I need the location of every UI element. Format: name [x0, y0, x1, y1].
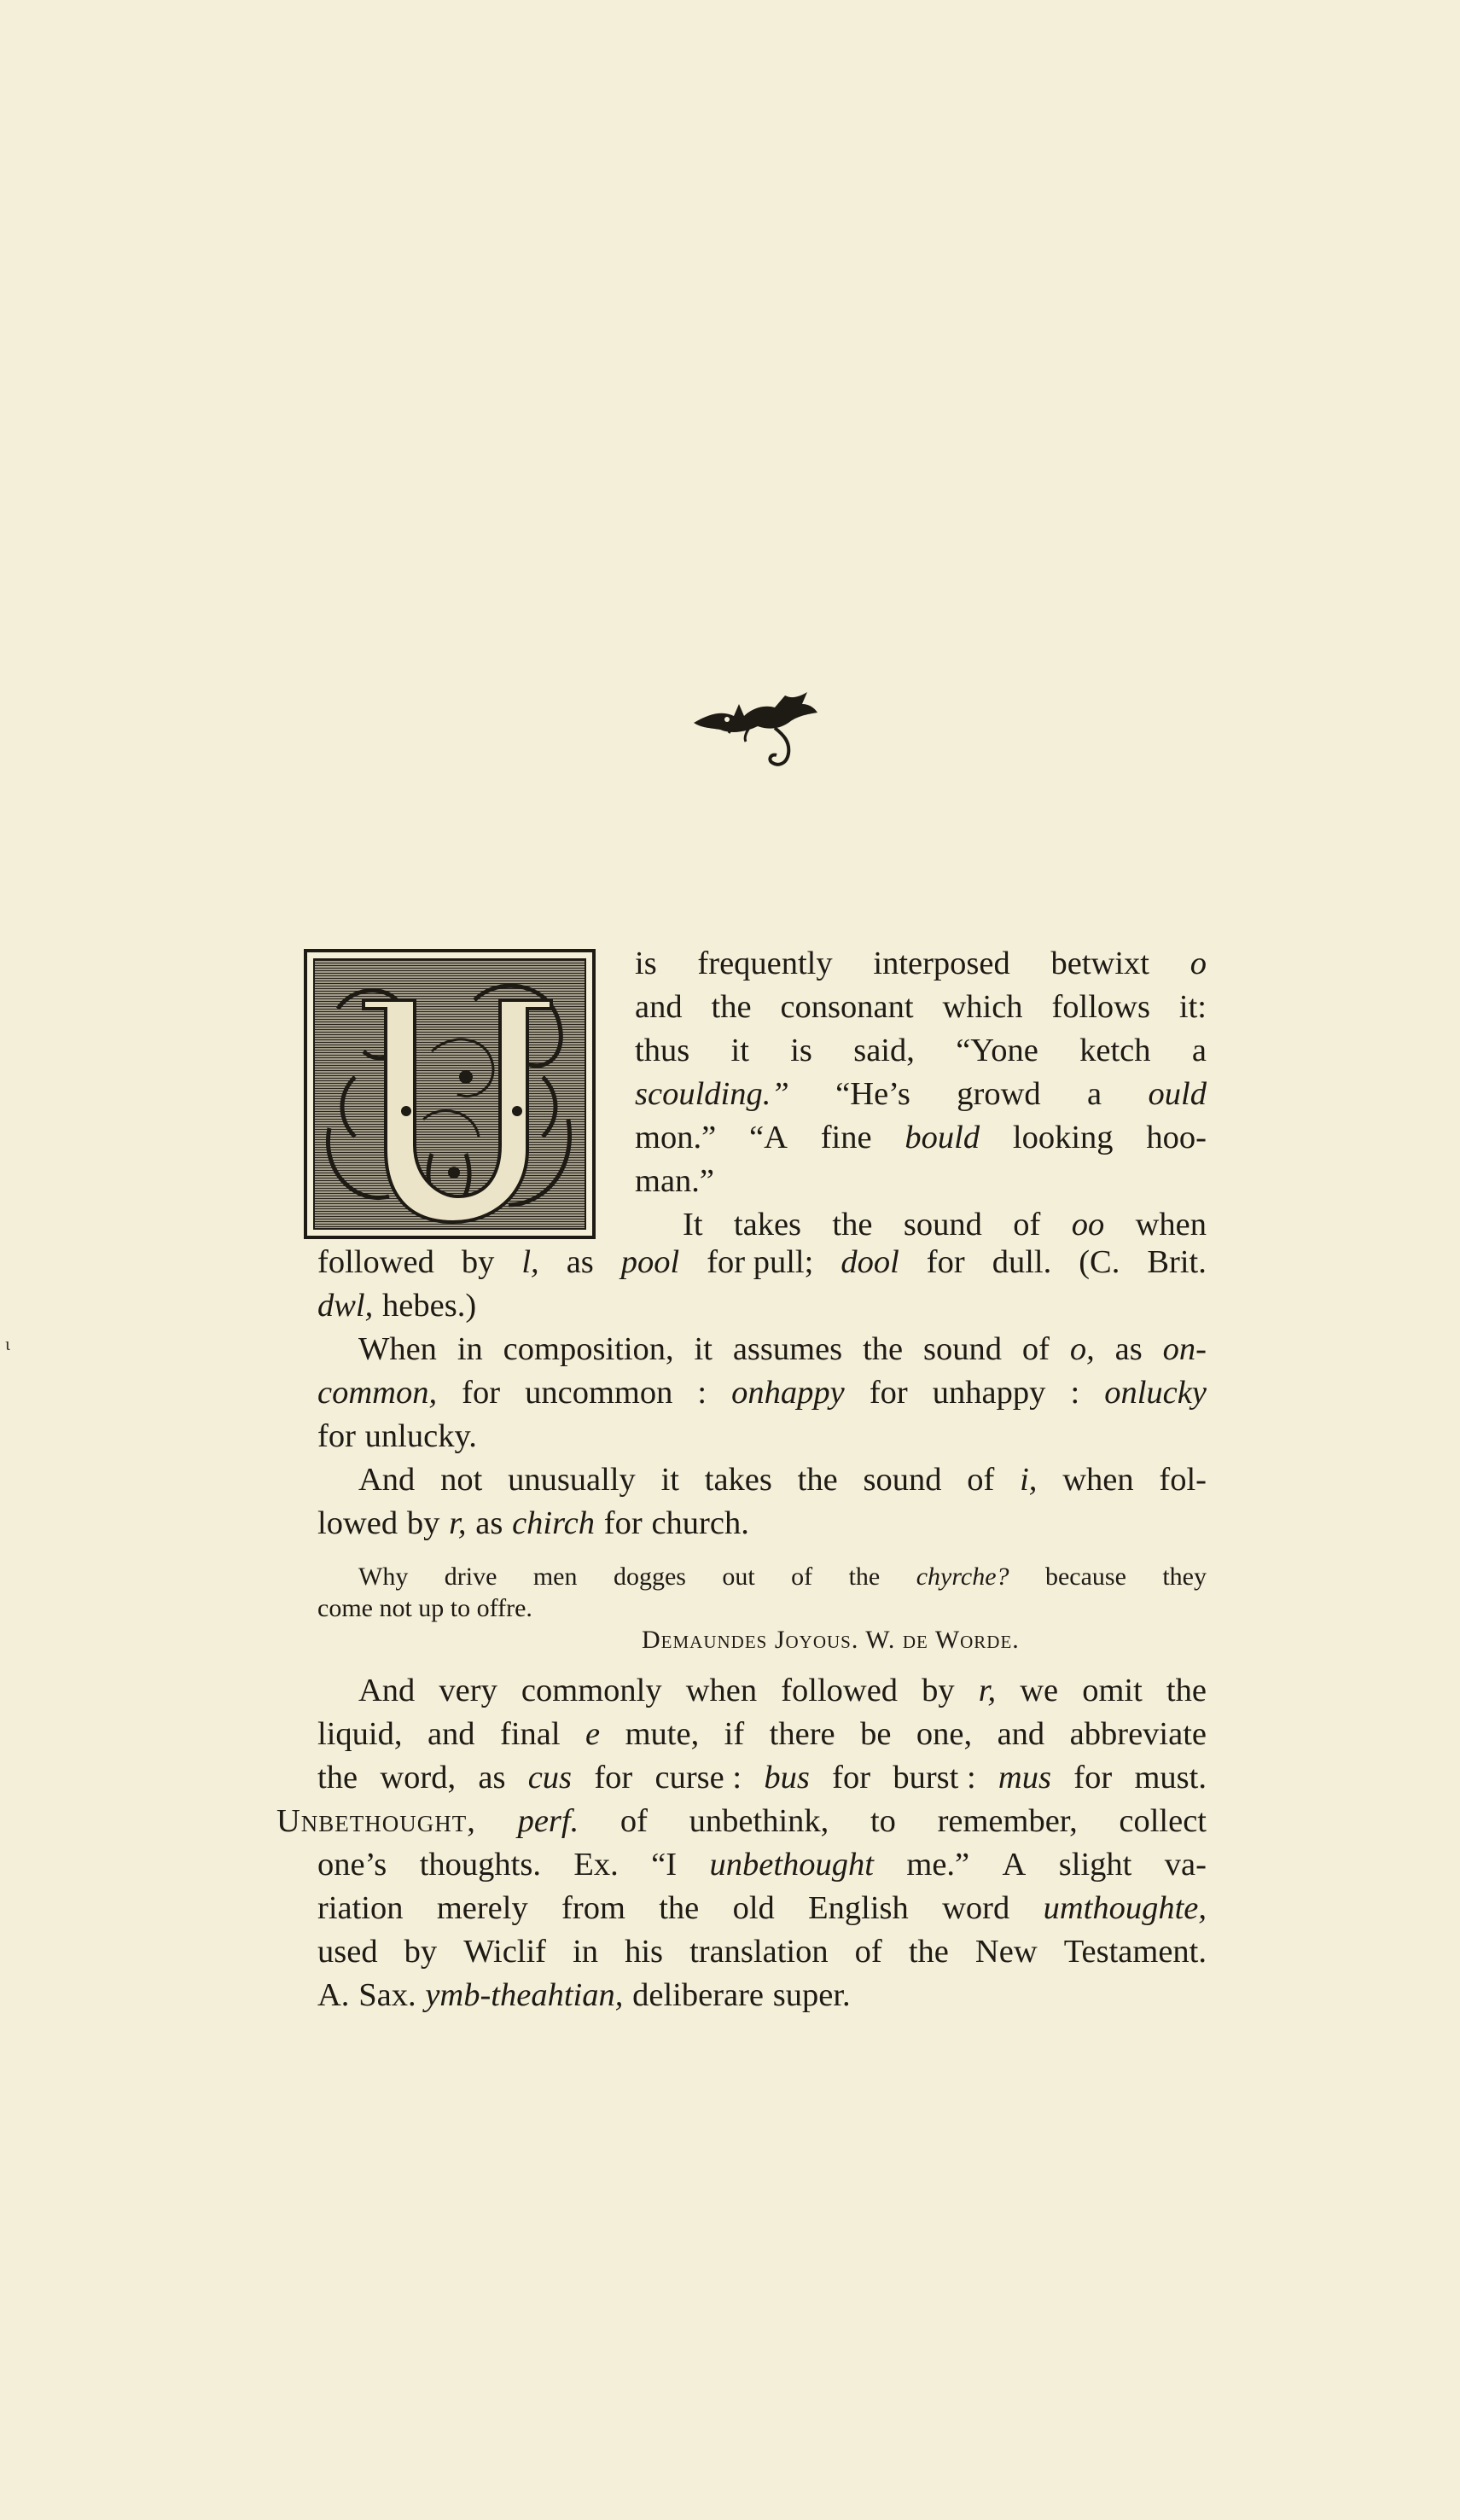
block-quote: [317, 1561, 1207, 1656]
text-line: It takes the sound of oo when: [683, 1207, 1207, 1243]
body-text: [317, 1241, 1207, 1656]
text-line: A. Sax. ymb-theahtian, deliberare super.: [317, 1977, 851, 2013]
text-line: liquid, and final e mute, if there be one, and abbreviate: [317, 1716, 1207, 1752]
text-line: And not unusually it takes the sound of i, when fol-: [358, 1462, 1207, 1498]
body-text-continued: [276, 1669, 1207, 2017]
text-line: scoulding.” “He’s growd a ould: [635, 1076, 1207, 1112]
quote-line: come not up to offre.: [317, 1594, 532, 1622]
text-line: and the consonant which follows it:: [635, 989, 1207, 1025]
quote-attribution: Demaundes Joyous. W. de Worde.: [642, 1626, 1020, 1654]
text-line: Unbethought, perf. of unbethink, to remember, collect: [276, 1800, 1207, 1843]
text-line: one’s thoughts. Ex. “I unbethought me.” A slight va-: [317, 1847, 1207, 1883]
text-line: dwl, hebes.): [317, 1288, 477, 1324]
text-line: for unlucky.: [317, 1418, 477, 1454]
dropcap-side-text: [635, 942, 1207, 1247]
text-line: When in composition, it assumes the sound of o, as on-: [358, 1331, 1207, 1367]
text-line: lowed by r, as chirch for church.: [317, 1505, 749, 1541]
text-line: followed by l, as pool for pull; dool for dull. (C. Brit.: [317, 1244, 1207, 1280]
text-line: mon.” “A fine bould looking hoo-: [635, 1120, 1207, 1155]
text-line: used by Wiclif in his translation of the New Testament.: [317, 1934, 1207, 1970]
text-line: is frequently interposed betwixt o: [635, 946, 1207, 981]
quote-line: Why drive men dogges out of the chyrche? because they: [358, 1563, 1207, 1591]
text-line: And very commonly when followed by r, we omit the: [358, 1673, 1207, 1708]
text-line: the word, as cus for curse : bus for burst : mus for must.: [317, 1760, 1207, 1795]
text-line: common, for uncommon : onhappy for unhappy : onlucky: [317, 1375, 1207, 1411]
headword: Unbethought,: [276, 1803, 476, 1839]
text-line: thus it is said, “Yone ketch a: [635, 1033, 1207, 1068]
text-line: man.”: [635, 1163, 714, 1199]
margin-mark: ι: [5, 1333, 10, 1354]
fleuron-bird-ornament-icon: [689, 678, 835, 781]
text-line: riation merely from the old English word umthoughte,: [317, 1890, 1207, 1926]
decorated-initial-U-icon: [304, 949, 596, 1239]
